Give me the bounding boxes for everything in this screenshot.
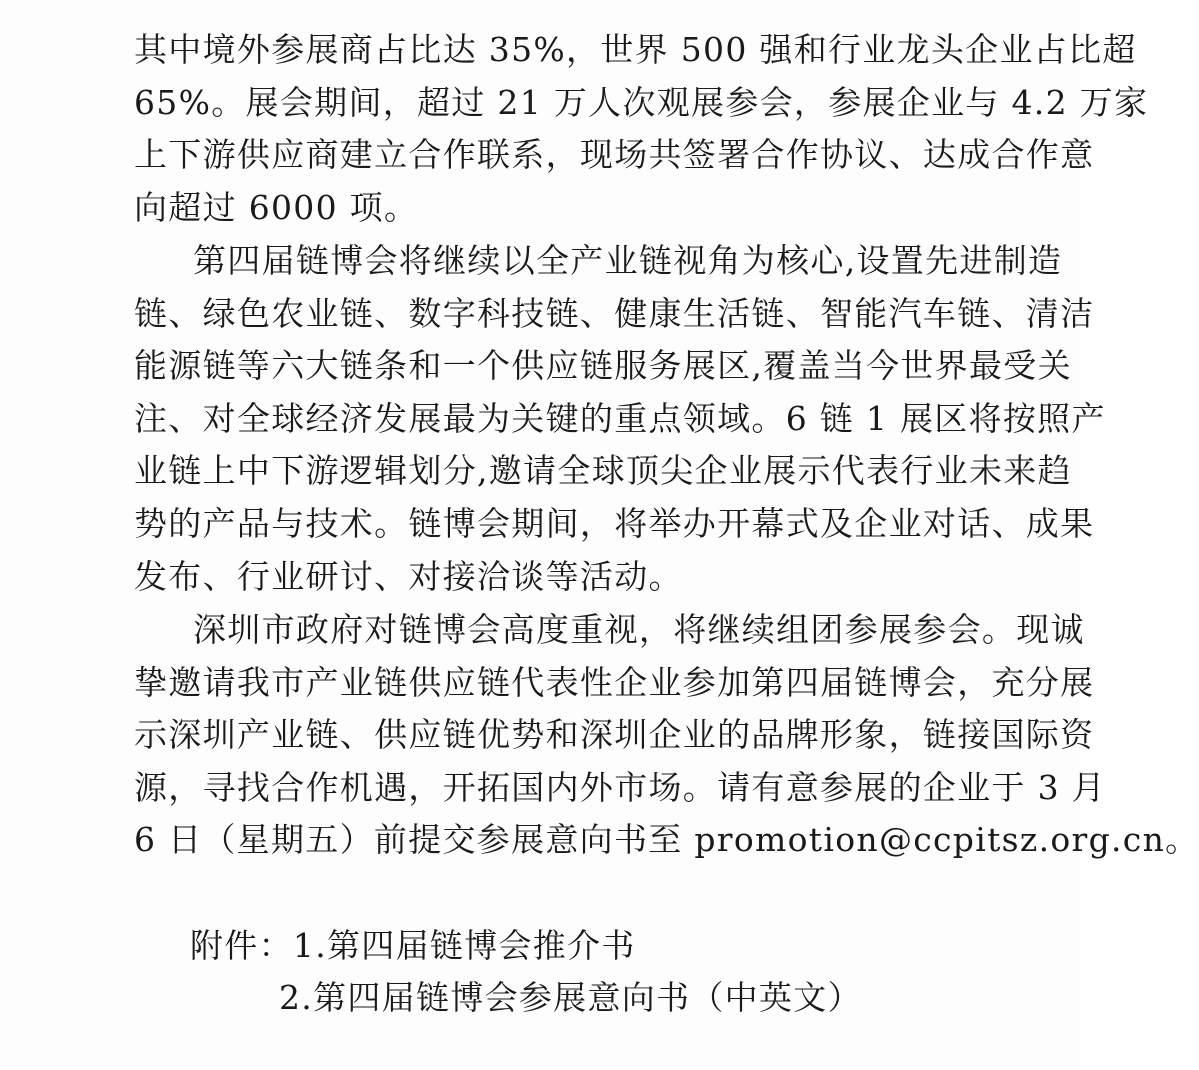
attachment-item: 2.第四届链博会参展意向书（中英文） — [279, 978, 862, 1017]
paragraph-line: 第四届链博会将继续以全产业链视角为核心,设置先进制造 — [193, 241, 1063, 280]
attachments-label: 附件： — [190, 926, 293, 965]
paragraph-line: 链、绿色农业链、数字科技链、健康生活链、智能汽车链、清洁 — [134, 293, 1095, 333]
paragraph-line-with-email: 6 日（星期五）前提交参展意向书至 promotion@ccpitsz.org.cn。 — [134, 820, 1199, 860]
paragraph-line: 源，寻找合作机遇，开拓国内外市场。请有意参展的企业于 3 月 — [134, 767, 1106, 807]
paragraph-line: 势的产品与技术。链博会期间，将举办开幕式及企业对话、成果 — [134, 503, 1095, 543]
paragraph-exhibitor-stats — [134, 24, 1149, 234]
attachment-row-1 — [190, 920, 862, 972]
paragraph-line: 能源链等六大链条和一个供应链服务展区,覆盖当今世界最受关 — [134, 346, 1072, 386]
paragraph-fourth-expo-plan — [134, 235, 1106, 603]
paragraph-line: 向超过 6000 项。 — [134, 187, 419, 227]
paragraph-line: 业链上中下游逻辑划分,邀请全球顶尖企业展示代表行业未来趋 — [134, 451, 1072, 491]
paragraph-line: 深圳市政府对链博会高度重视，将继续组团参展参会。现诚 — [193, 610, 1085, 649]
paragraph-line: 65%。展会期间，超过 21 万人次观展参会，参展企业与 4.2 万家 — [134, 82, 1149, 122]
paragraph-line: 挚邀请我市产业链供应链代表性企业参加第四届链博会，充分展 — [134, 662, 1095, 702]
paragraph-line: 上下游供应商建立合作联系，现场共签署合作协议、达成合作意 — [134, 135, 1095, 175]
attachments-list — [190, 920, 862, 1024]
paragraph-line: 其中境外参展商占比达 35%，世界 500 强和行业龙头企业占比超 — [134, 30, 1137, 69]
attachment-item: 1.第四届链博会推介书 — [292, 926, 636, 965]
paragraph-line: 注、对全球经济发展最为关键的重点领域。6 链 1 展区将按照产 — [134, 398, 1106, 438]
paragraph-line: 示深圳产业链、供应链优势和深圳企业的品牌形象，链接国际资 — [134, 715, 1095, 755]
paragraph-line: 发布、行业研讨、对接洽谈等活动。 — [134, 556, 683, 596]
paragraph-shenzhen-invitation — [134, 604, 1199, 867]
